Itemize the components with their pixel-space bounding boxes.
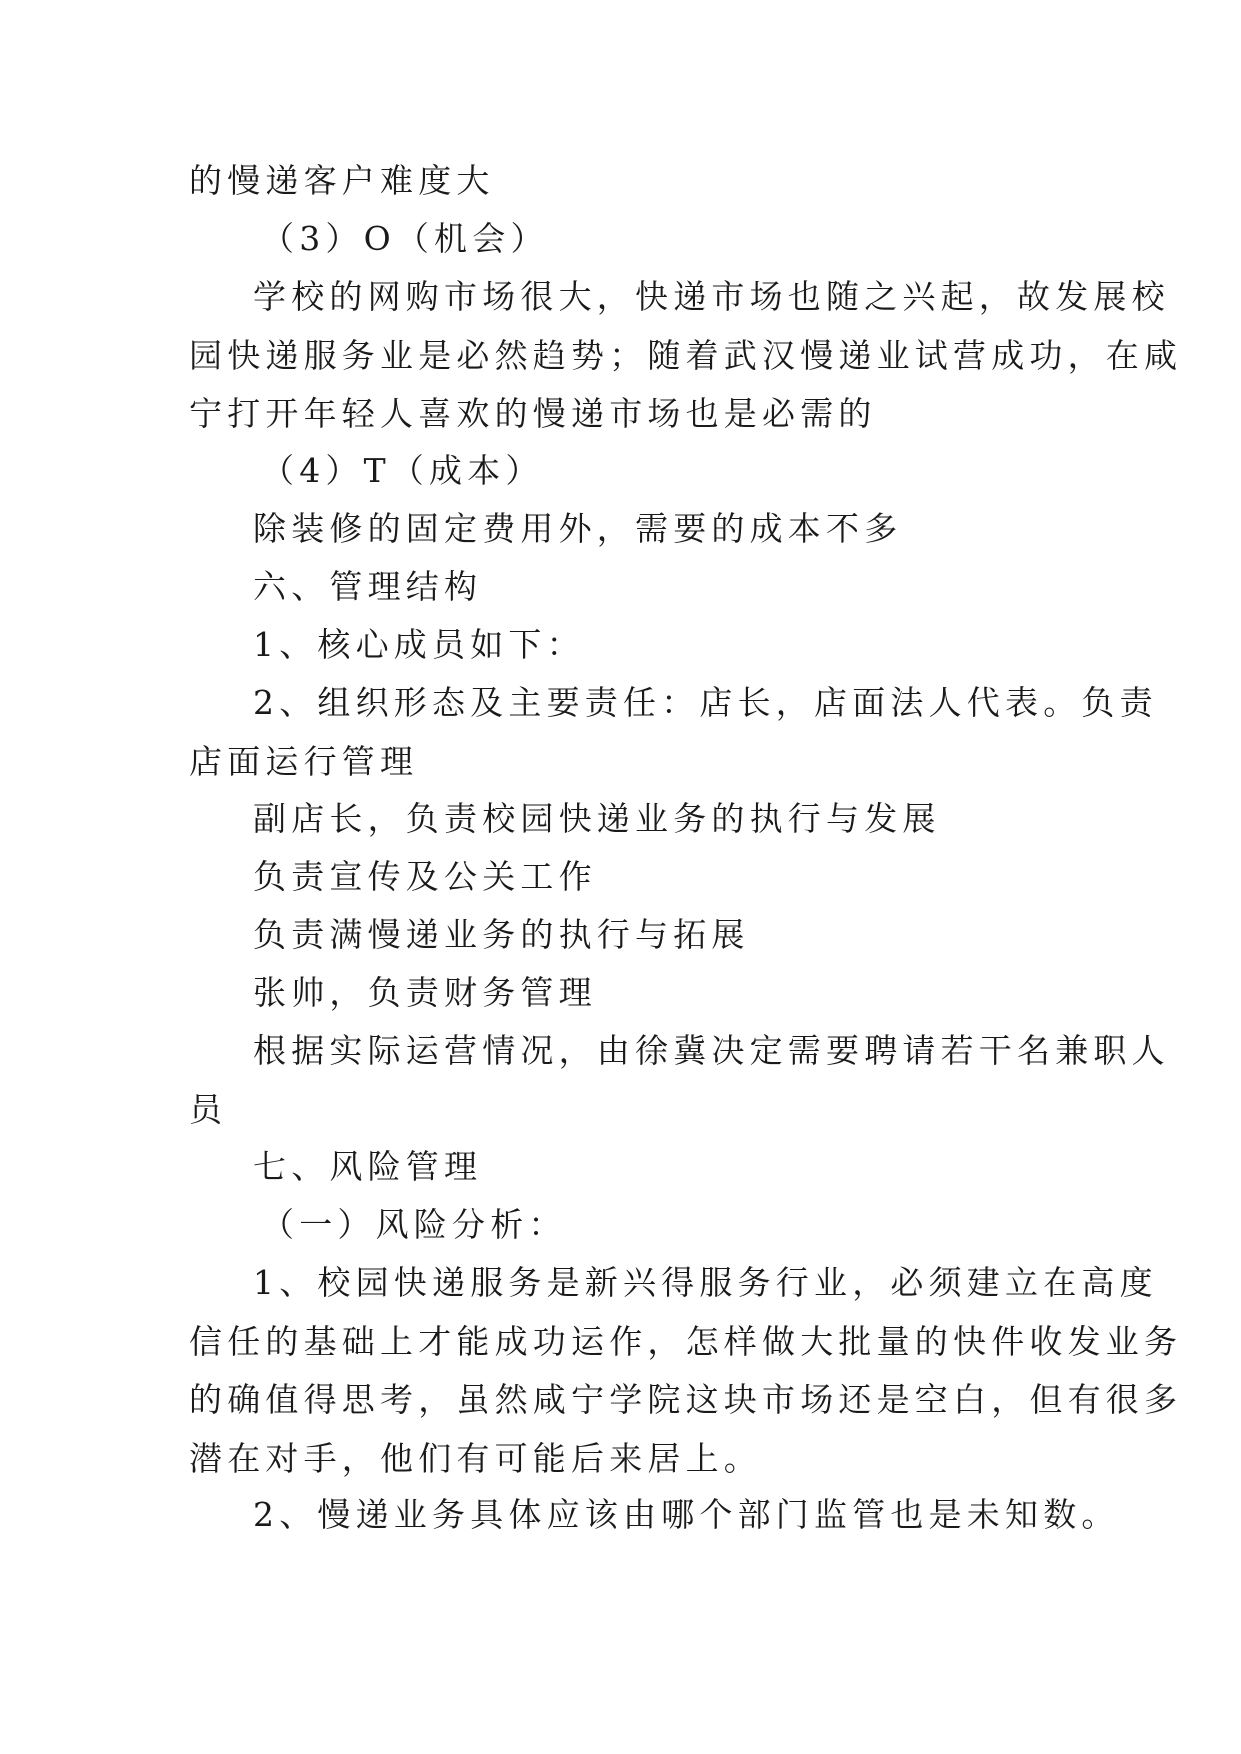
paragraph-15 bbox=[189, 1196, 1059, 1255]
paragraph-16 bbox=[189, 1254, 1183, 1488]
text-line: 副店长，负责校园快递业务的执行与发展 bbox=[253, 799, 941, 838]
text-line: 学校的网购市场很大，快递市场也随之兴起，故发展校 bbox=[253, 277, 1170, 316]
paragraph-7 bbox=[189, 616, 1059, 675]
text-line: 1、核心成员如下： bbox=[253, 625, 585, 664]
paragraph-10 bbox=[189, 848, 1059, 907]
text-line: 负责满慢递业务的执行与拓展 bbox=[253, 915, 750, 954]
paragraph-4 bbox=[189, 442, 1059, 501]
text-line: 张帅，负责财务管理 bbox=[253, 973, 597, 1012]
paragraph-13 bbox=[189, 1022, 1170, 1139]
text-line: 2、慢递业务具体应该由哪个部门监管也是未知数。 bbox=[253, 1495, 1120, 1534]
section-heading: 六、管理结构 bbox=[253, 567, 483, 606]
section-heading: 七、风险管理 bbox=[253, 1147, 483, 1186]
paragraph-8 bbox=[189, 674, 1158, 791]
text-line: 除装修的固定费用外，需要的成本不多 bbox=[253, 509, 903, 548]
text-line: 潜在对手，他们有可能后来居上。 bbox=[189, 1438, 762, 1478]
section-heading: （一）风险分析： bbox=[261, 1205, 567, 1244]
text-line: 店面运行管理 bbox=[189, 741, 419, 781]
paragraph-11 bbox=[189, 906, 1059, 965]
paragraph-1 bbox=[189, 152, 1059, 211]
paragraph-2 bbox=[189, 210, 1059, 269]
text-line: 负责宣传及公关工作 bbox=[253, 857, 597, 896]
text-line: 1、校园快递服务是新兴得服务行业，必须建立在高度 bbox=[253, 1263, 1158, 1302]
section-heading: （3）O（机会） bbox=[261, 219, 549, 258]
text-line: 2、组织形态及主要责任：店长，店面法人代表。负责 bbox=[253, 683, 1158, 722]
paragraph-5 bbox=[189, 500, 1059, 559]
text-line: 宁打开年轻人喜欢的慢递市场也是必需的 bbox=[189, 394, 877, 433]
paragraph-12 bbox=[189, 964, 1059, 1023]
paragraph-3 bbox=[189, 268, 1183, 444]
section-heading: （4）T（成本） bbox=[261, 451, 544, 490]
paragraph-14 bbox=[189, 1138, 1059, 1197]
paragraph-17 bbox=[189, 1486, 1120, 1545]
text-line: 的慢递客户难度大 bbox=[189, 161, 495, 200]
text-line: 的确值得思考，虽然咸宁学院这块市场还是空白，但有很多 bbox=[189, 1380, 1183, 1419]
text-line: 根据实际运营情况，由徐冀决定需要聘请若干名兼职人 bbox=[253, 1031, 1170, 1070]
paragraph-6 bbox=[189, 558, 1059, 617]
text-line: 园快递服务业是必然趋势；随着武汉慢递业试营成功，在咸 bbox=[189, 335, 1183, 375]
text-line: 信任的基础上才能成功运作，怎样做大批量的快件收发业务 bbox=[189, 1321, 1183, 1361]
text-line: 员 bbox=[189, 1089, 228, 1129]
paragraph-9 bbox=[189, 790, 1059, 849]
